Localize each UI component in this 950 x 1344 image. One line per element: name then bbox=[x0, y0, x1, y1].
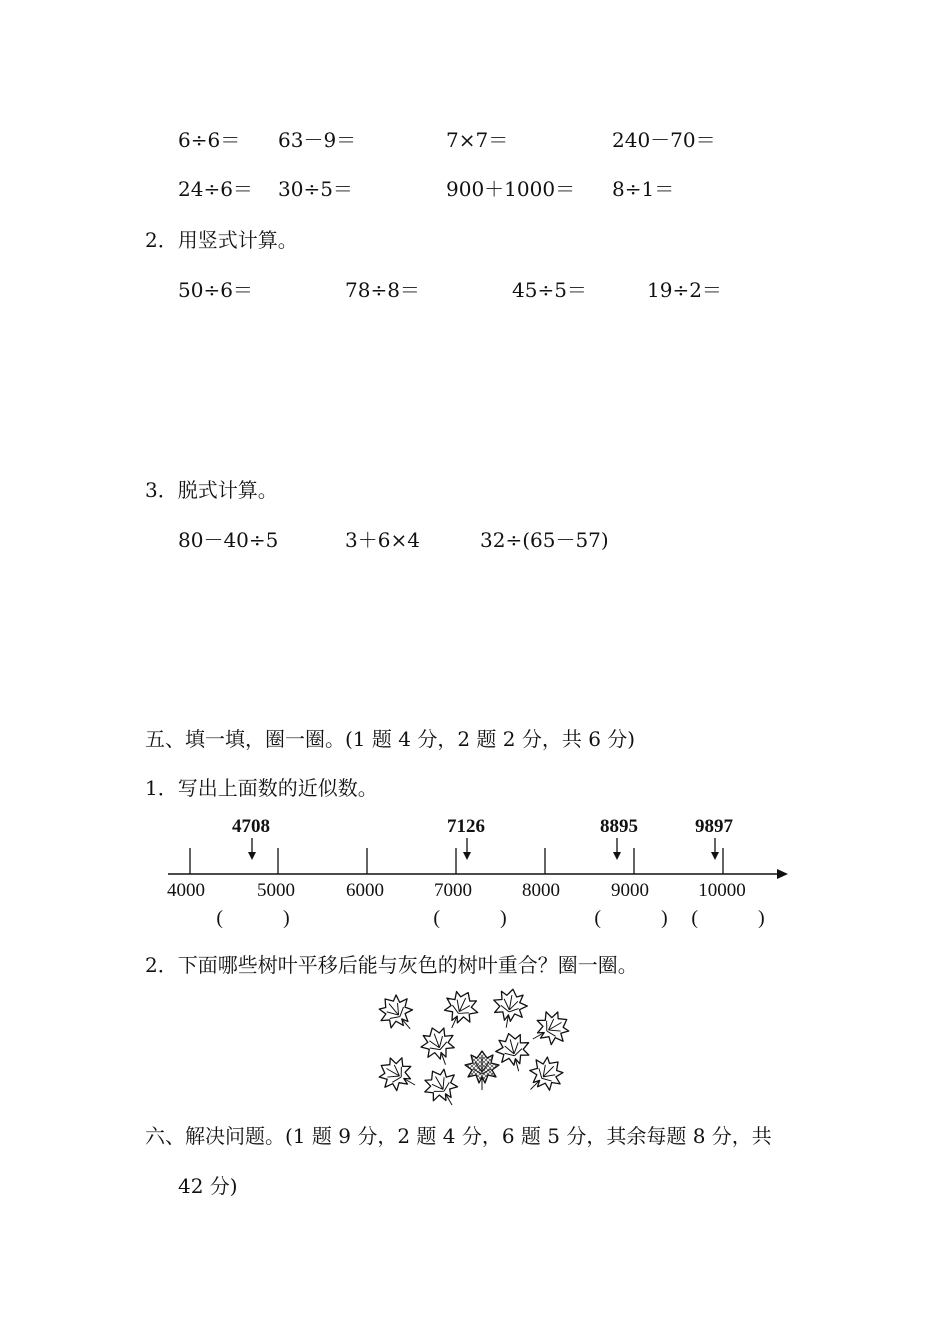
question-title: 3．脱式计算。 bbox=[145, 478, 278, 502]
section-title-continued: 42 分) bbox=[178, 1174, 238, 1198]
oral-item: 6÷6＝ bbox=[178, 128, 241, 152]
answer-blank[interactable]: ( ) bbox=[433, 907, 507, 929]
leaf-icon[interactable] bbox=[373, 1051, 424, 1100]
marked-value: 9897 bbox=[695, 816, 733, 837]
calc-item: 78÷8＝ bbox=[345, 278, 420, 302]
leaves-figure bbox=[0, 988, 950, 1108]
leaf-icon[interactable] bbox=[416, 1022, 461, 1070]
tick-label: 6000 bbox=[346, 880, 384, 901]
oral-item: 7×7＝ bbox=[446, 128, 509, 152]
tick-label: 5000 bbox=[257, 880, 295, 901]
answer-blank[interactable]: ( ) bbox=[594, 907, 668, 929]
calc-item: 50÷6＝ bbox=[178, 278, 253, 302]
tick-marks bbox=[190, 848, 723, 874]
tick-label: 9000 bbox=[611, 880, 649, 901]
number-line bbox=[0, 812, 950, 932]
down-arrow-icon bbox=[613, 838, 621, 860]
calc-item: 3＋6×4 bbox=[345, 528, 420, 552]
question-title: 2．用竖式计算。 bbox=[145, 228, 298, 252]
section-title: 五、填一填，圈一圈。(1 题 4 分，2 题 2 分，共 6 分) bbox=[145, 727, 636, 751]
question-title: 1．写出上面数的近似数。 bbox=[145, 776, 378, 800]
leaf-icon[interactable] bbox=[492, 1029, 535, 1075]
calc-item: 45÷5＝ bbox=[512, 278, 587, 302]
gray-leaf-icon bbox=[465, 1051, 499, 1090]
tick-label: 7000 bbox=[434, 880, 472, 901]
arrow-head-icon bbox=[777, 869, 788, 879]
down-arrow-icon bbox=[463, 838, 471, 860]
leaf-icon[interactable] bbox=[418, 1063, 467, 1108]
down-arrow-icon bbox=[248, 838, 256, 860]
leaf-icon[interactable] bbox=[524, 1005, 575, 1054]
marked-value: 7126 bbox=[447, 816, 485, 837]
oral-item: 240－70＝ bbox=[612, 128, 716, 152]
leaf-icon[interactable] bbox=[518, 1050, 570, 1102]
oral-item: 900＋1000＝ bbox=[446, 177, 576, 201]
marked-value: 4708 bbox=[232, 816, 270, 837]
tick-label: 4000 bbox=[167, 880, 205, 901]
oral-item: 63－9＝ bbox=[278, 128, 357, 152]
tick-label: 8000 bbox=[522, 880, 560, 901]
leaf-icon[interactable] bbox=[372, 988, 423, 1040]
calc-item: 19÷2＝ bbox=[647, 278, 722, 302]
calc-item: 32÷(65－57) bbox=[480, 528, 609, 552]
oral-item: 30÷5＝ bbox=[278, 177, 353, 201]
oral-item: 8÷1＝ bbox=[612, 177, 675, 201]
calc-item: 80－40÷5 bbox=[178, 528, 279, 552]
tick-label: 10000 bbox=[698, 880, 746, 901]
down-arrow-icon bbox=[711, 838, 719, 860]
answer-blank[interactable]: ( ) bbox=[216, 907, 290, 929]
leaf-icon[interactable] bbox=[489, 988, 529, 1031]
section-title: 六、解决问题。(1 题 9 分，2 题 4 分，6 题 5 分，其余每题 8 分，共 bbox=[145, 1124, 772, 1148]
question-title: 2．下面哪些树叶平移后能与灰色的树叶重合？圈一圈。 bbox=[145, 953, 638, 977]
answer-blank[interactable]: ( ) bbox=[691, 907, 765, 929]
marked-value: 8895 bbox=[600, 816, 638, 837]
oral-item: 24÷6＝ bbox=[178, 177, 253, 201]
